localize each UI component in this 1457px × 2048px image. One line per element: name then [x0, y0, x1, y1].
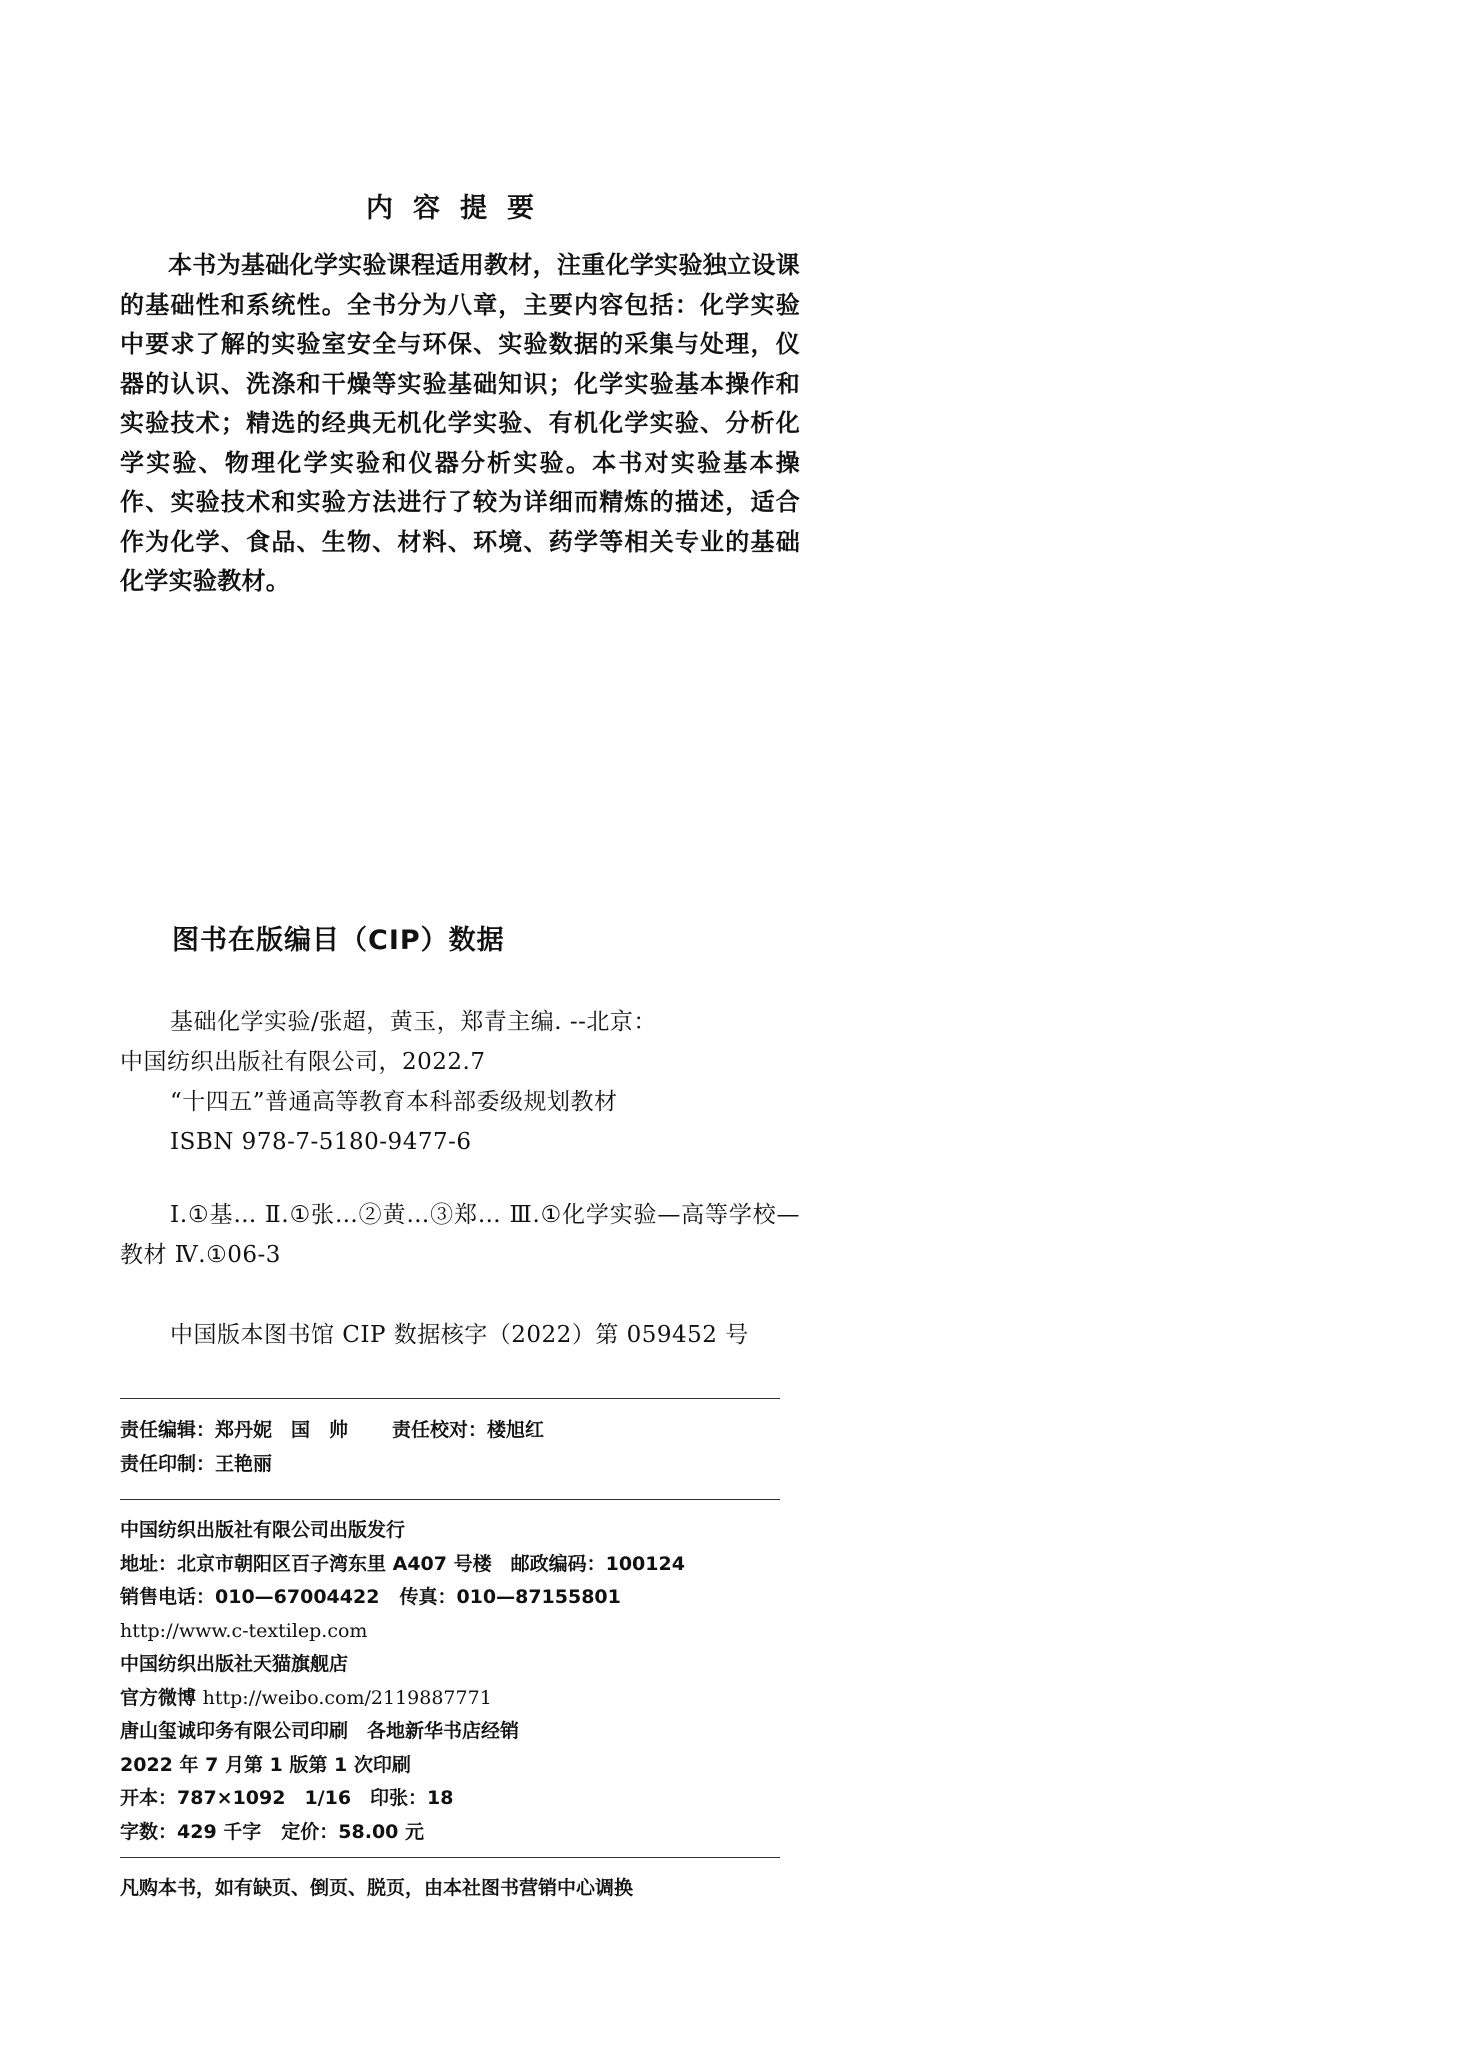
cip-classification: Ⅰ.①基… Ⅱ.①张…②黄…③郑… Ⅲ.①化学实验—高等学校—教材 Ⅳ.①06-3	[120, 1202, 800, 1268]
fax: 传真：010—87155801	[399, 1586, 621, 1608]
cip-title: 图书在版编目（CIP）数据	[172, 925, 505, 956]
edition-line: 2022 年 7 月第 1 版第 1 次印刷	[120, 1753, 411, 1776]
divider-bottom	[120, 1857, 780, 1858]
cip-line-title: 基础化学实验/张超，黄玉，郑青主编. --北京：	[170, 1009, 657, 1035]
cip-record-number-text: 中国版本图书馆 CIP 数据核字（2022）第 059452 号	[170, 1322, 749, 1348]
cip-record-number	[120, 1315, 800, 1355]
staff-line-2	[120, 1448, 800, 1482]
return-notice: 凡购本书，如有缺页、倒页、脱页，由本社图书营销中心调换	[120, 1877, 634, 1899]
printer-line: 唐山玺诚印务有限公司印刷 各地新华书店经销	[120, 1720, 520, 1742]
summary-body: 本书为基础化学实验课程适用教材，注重化学实验独立设课的基础性和系统性。全书分为八章，主要内容包括：化学实验中要求了解的实验室安全与环保、实验数据的采集与处理，仪器的认识、洗涤和干燥等实验基础知识；化学实验基本操作和实验技术；精选的经典无机化学实验、有机化学实验、分析化学实验、物理化学实验和仪器分析实验。本书对实验基本操作、实验技术和实验方法进行了较为详细而精炼的描述，适合作为化学、食品、生物、材料、环境、药学等相关专业的基础化学实验教材。	[120, 251, 800, 595]
editor-names: 郑丹妮 国 帅	[215, 1419, 349, 1441]
publisher-name-line: 中国纺织出版社有限公司出版发行	[120, 1519, 406, 1541]
weibo-line	[120, 1682, 800, 1716]
proofreader-label: 责任校对：	[392, 1419, 488, 1441]
printing-label: 责任印制：	[120, 1452, 216, 1475]
cip-line-series: “十四五”普通高等教育本科部委级规划教材	[170, 1089, 618, 1115]
count-price-line	[120, 1816, 800, 1850]
publisher-phone-line	[120, 1581, 800, 1615]
cip-record-lines	[120, 1002, 800, 1162]
price: 定价：58.00 元	[281, 1820, 424, 1843]
cip-line-publisher: 中国纺织出版社有限公司，2022.7	[120, 1049, 486, 1075]
publisher-info	[120, 1514, 800, 1849]
cip-line-isbn: ISBN 978-7-5180-9477-6	[170, 1129, 472, 1155]
staff-line-1	[120, 1414, 800, 1448]
format-line: 开本：787×1092 1/16 印张：18	[120, 1787, 454, 1809]
tmall-store: 中国纺织出版社天猫旗舰店	[120, 1653, 349, 1675]
divider-top	[120, 1398, 780, 1399]
proofreader-name: 楼旭红	[487, 1419, 545, 1441]
printing-name: 王艳丽	[215, 1452, 273, 1475]
publisher-address: 地址：北京市朝阳区百子湾东里 A407 号楼 邮政编码：100124	[120, 1552, 685, 1575]
weibo-label: 官方微博	[120, 1686, 197, 1709]
sales-phone: 销售电话：010—67004422	[120, 1586, 380, 1608]
word-count: 字数：429 千字	[120, 1820, 262, 1843]
editor-label: 责任编辑：	[120, 1419, 216, 1441]
staff-credits	[120, 1414, 800, 1481]
publisher-website[interactable]: http://www.c-textilep.com	[120, 1619, 368, 1642]
divider-middle	[120, 1499, 780, 1500]
summary-title: 内容提要	[366, 193, 554, 224]
weibo-url[interactable]: http://weibo.com/2119887771	[202, 1686, 492, 1709]
